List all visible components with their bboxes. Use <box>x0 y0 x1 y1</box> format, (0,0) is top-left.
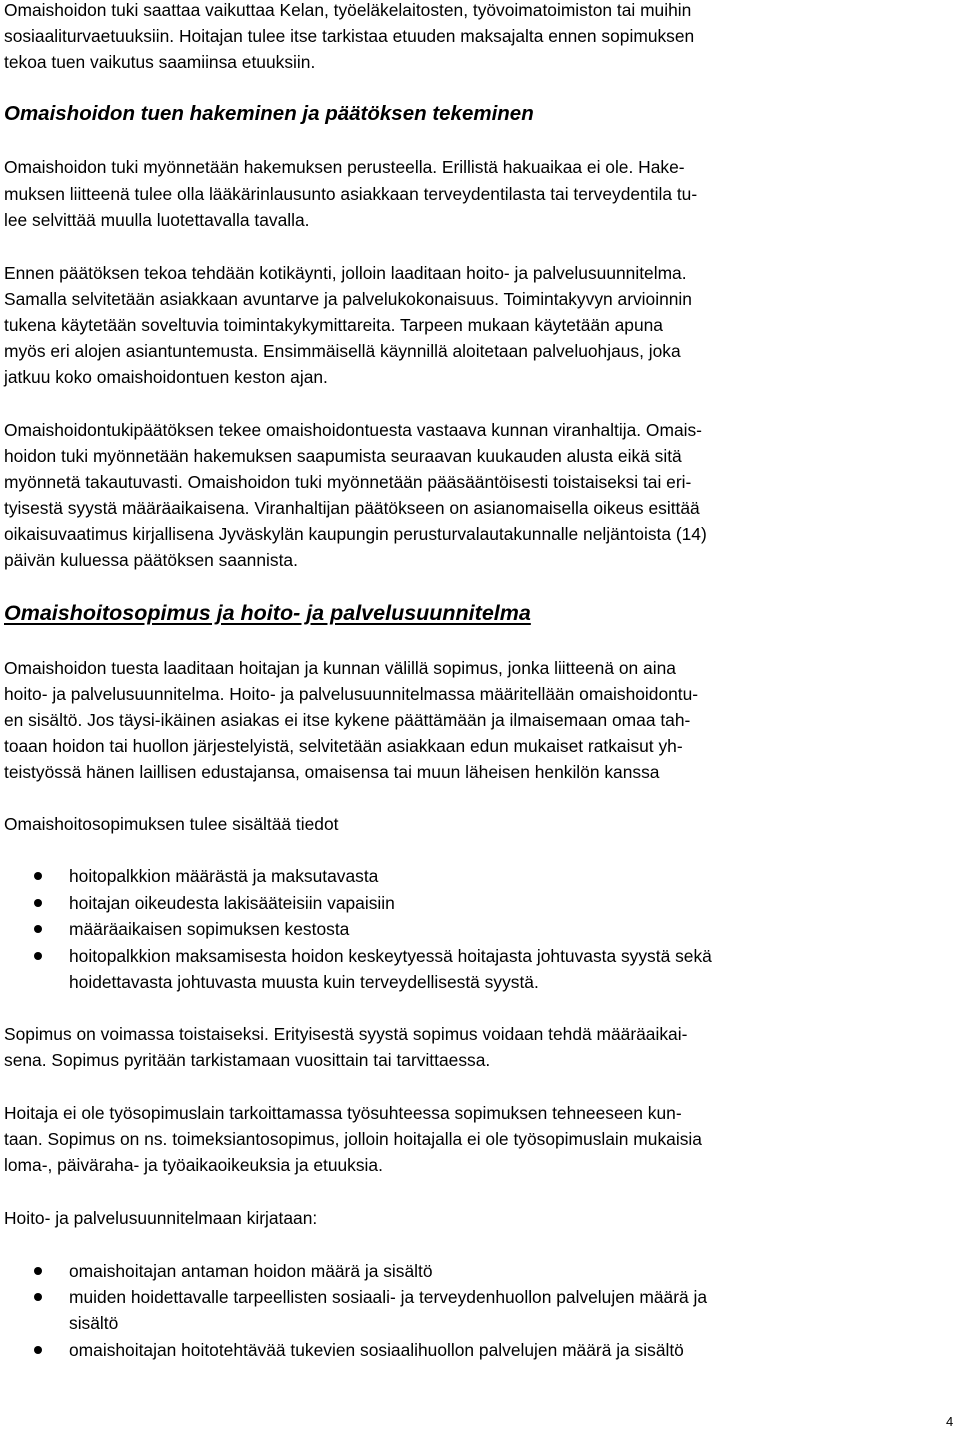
list-item-text: hoitajan oikeudesta lakisääteisiin vapaisiin <box>69 893 395 913</box>
text-line: Ennen päätöksen tekoa tehdään kotikäynti, jolloin laaditaan hoito- ja palvelusuunnitelma. <box>4 263 687 283</box>
text-line: myös eri alojen asiantuntemusta. Ensimmäisellä käynnillä aloitetaan palveluohjaus, joka <box>4 341 681 361</box>
text-line: oikaisuvaatimus kirjallisena Jyväskylän kaupungin perusturvalautakunnalle neljäntoista (14) <box>4 524 707 544</box>
section-heading: Omaishoitosopimus ja hoito- ja palvelusuunnitelma <box>4 601 531 625</box>
text-line: Samalla selvitetään asiakkaan avuntarve ja palvelukokonaisuus. Toimintakyvyn arvioinnin <box>4 289 692 309</box>
text-line: hoidon tuki myönnetään hakemuksen saapumista seuraavan kuukauden alusta eikä sitä <box>4 446 682 466</box>
text-line: tukena käytetään soveltuvia toimintakykymittareita. Tarpeen mukaan käytetään apuna <box>4 315 663 335</box>
text-line: Omaishoidontukipäätöksen tekee omaishoidontuesta vastaava kunnan viranhaltija. Omais- <box>4 420 702 440</box>
text-line: en sisältö. Jos täysi-ikäinen asiakas ei itse kykene päättämään ja ilmaisemaan omaa tah- <box>4 710 691 730</box>
list-item-text: muiden hoidettavalle tarpeellisten sosiaali- ja terveydenhuollon palvelujen määrä ja <box>69 1287 708 1307</box>
text-line: myönnetä takautuvasti. Omaishoidon tuki myönnetään pääsääntöisesti toistaiseksi tai eri- <box>4 472 692 492</box>
text-line: jatkuu koko omaishoidontuen keston ajan. <box>4 367 328 387</box>
text-line: hoito- ja palvelusuunnitelma. Hoito- ja palvelusuunnitelmassa määritellään omaishoidontu- <box>4 684 699 704</box>
bullet-icon <box>34 1267 42 1275</box>
list-item-text: omaishoitajan hoitotehtävää tukevien sosiaalihuollon palvelujen määrä ja sisältö <box>69 1340 684 1360</box>
text-line: loma-, päiväraha- ja työaikaoikeuksia ja etuuksia. <box>4 1155 383 1175</box>
list-item-text: hoitopalkkion määrästä ja maksutavasta <box>69 866 379 886</box>
bullet-icon <box>34 952 42 960</box>
text-line: lee selvittää muulla luotettavalla tavalla. <box>4 210 310 230</box>
bullet-icon <box>34 1293 42 1301</box>
text-line: toaan hoidon tai huollon järjestelyistä, selvitetään asiakkaan edun mukaiset ratkaisut yh- <box>4 736 683 756</box>
bullet-icon <box>34 925 42 933</box>
bullet-icon <box>34 1346 42 1354</box>
text-line: Omaishoidon tuki myönnetään hakemuksen perusteella. Erillistä hakuaikaa ei ole. Hake- <box>4 157 685 177</box>
bullet-icon <box>34 899 42 907</box>
section-heading: Omaishoidon tuen hakeminen ja päätöksen tekeminen <box>4 102 534 125</box>
text-line: Omaishoidon tuki saattaa vaikuttaa Kelan, työeläkelaitosten, työvoimatoimiston tai muihin <box>4 0 692 20</box>
page-number: 4 <box>946 1414 954 1429</box>
text-line: tyisestä syystä määräaikaisena. Viranhaltijan päätökseen on asianomaisella oikeus esittää <box>4 498 700 518</box>
list-item-text: määräaikaisen sopimuksen kestosta <box>69 919 350 939</box>
text-line: Omaishoidon tuesta laaditaan hoitajan ja kunnan välillä sopimus, jonka liitteenä on aina <box>4 658 676 678</box>
list-intro: Hoito- ja palvelusuunnitelmaan kirjataan: <box>4 1208 318 1228</box>
list-intro: Omaishoitosopimuksen tulee sisältää tiedot <box>4 814 339 834</box>
list-item-text: hoidettavasta johtuvasta muusta kuin terveydellisestä syystä. <box>69 972 539 992</box>
text-line: taan. Sopimus on ns. toimeksiantosopimus, jolloin hoitajalla ei ole työsopimuslain mukaisia <box>4 1129 702 1149</box>
text-line: sosiaaliturvaetuuksiin. Hoitajan tulee itse tarkistaa etuuden maksajalta ennen sopimuksen <box>4 26 695 46</box>
list-item-text: sisältö <box>69 1313 119 1333</box>
text-line: teistyössä hänen laillisen edustajansa, omaisensa tai muun läheisen henkilön kanssa <box>4 762 660 782</box>
text-line: Hoitaja ei ole työsopimuslain tarkoittamassa työsuhteessa sopimuksen tehneeseen kun- <box>4 1103 682 1123</box>
list-item-text: omaishoitajan antaman hoidon määrä ja sisältö <box>69 1261 433 1281</box>
text-line: sena. Sopimus pyritään tarkistamaan vuosittain tai tarvittaessa. <box>4 1050 491 1070</box>
text-line: Sopimus on voimassa toistaiseksi. Erityisestä syystä sopimus voidaan tehdä määräaikai- <box>4 1024 688 1044</box>
text-line: muksen liitteenä tulee olla lääkärinlausunto asiakkaan terveydentilasta tai terveydentila tu- <box>4 184 698 204</box>
bullet-icon <box>34 872 42 880</box>
text-line: tekoa tuen vaikutus saamiinsa etuuksiin. <box>4 52 316 72</box>
text-line: päivän kuluessa päätöksen saannista. <box>4 550 298 570</box>
list-item-text: hoitopalkkion maksamisesta hoidon keskeytyessä hoitajasta johtuvasta syystä sekä <box>69 946 712 966</box>
